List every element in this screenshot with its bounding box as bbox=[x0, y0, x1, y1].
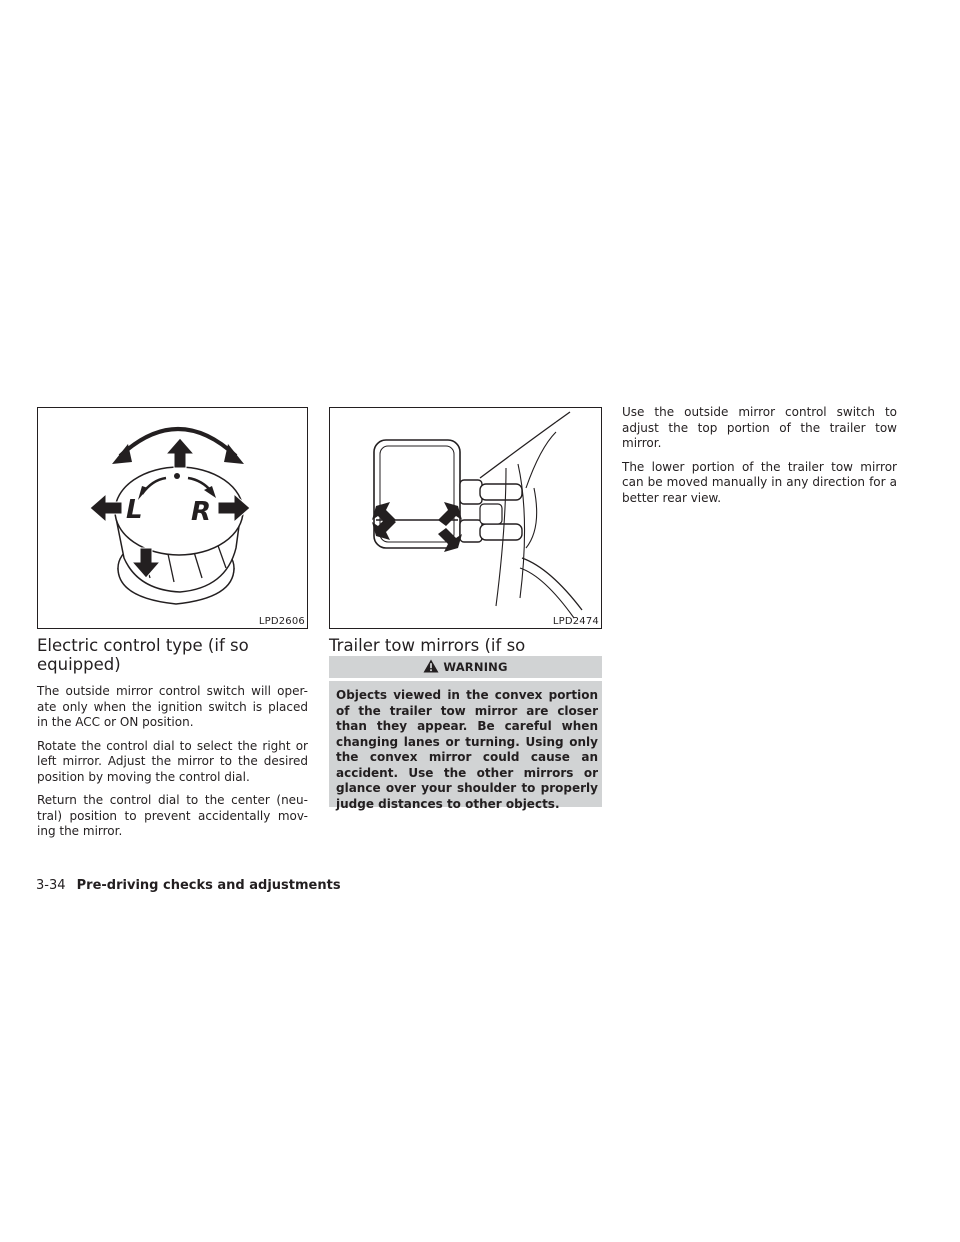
paragraph: Return the control dial to the center (neu- tral) position to prevent accidentally mov- ing the mirror. bbox=[37, 793, 308, 838]
figure-code: LPD2606 bbox=[258, 616, 305, 627]
paragraph: The lower portion of the trailer tow mirror can be moved manually in any direction for a better rear view. bbox=[622, 459, 897, 505]
warning-header bbox=[329, 656, 602, 678]
dial-label-right: R bbox=[191, 497, 212, 527]
figure-trailer-tow-mirror bbox=[329, 407, 602, 629]
dial-label-left: L bbox=[126, 495, 143, 525]
section-heading-trailer-tow-mirrors: Trailer tow mirrors (if so bbox=[329, 636, 526, 655]
figure-electric-control-dial bbox=[37, 407, 308, 629]
trailer-tow-mirror-illustration bbox=[330, 408, 601, 628]
mirror-control-dial-illustration bbox=[38, 408, 307, 628]
section-title: Pre-driving checks and adjustments bbox=[76, 878, 341, 893]
warning-label: WARNING bbox=[443, 660, 508, 674]
warning-body: Objects viewed in the convex portion of the trailer tow mirror are closer than they appear. Be careful when changing lanes or turning. Using only the convex mirror could cause an accident. Use the other mirrors or glance over your shoulder to properly judge distances to other objects. bbox=[329, 681, 602, 807]
left-text-column bbox=[37, 636, 308, 848]
page-number: 3-34 bbox=[36, 878, 66, 893]
warning-triangle-icon bbox=[423, 659, 439, 676]
page-footer bbox=[36, 878, 341, 893]
paragraph: Rotate the control dial to select the right or left mirror. Adjust the mirror to the desired position by moving the control dial. bbox=[37, 738, 308, 784]
right-text-column bbox=[622, 405, 897, 514]
section-heading-electric-control: Electric control type (if so equipped) bbox=[37, 636, 249, 674]
figure-code: LPD2474 bbox=[552, 616, 599, 627]
paragraph: The outside mirror control switch will oper- ate only when the ignition switch is placed in the ACC or ON position. bbox=[37, 684, 308, 729]
paragraph: Use the outside mirror control switch to adjust the top portion of the trailer tow mirror. bbox=[622, 405, 897, 450]
